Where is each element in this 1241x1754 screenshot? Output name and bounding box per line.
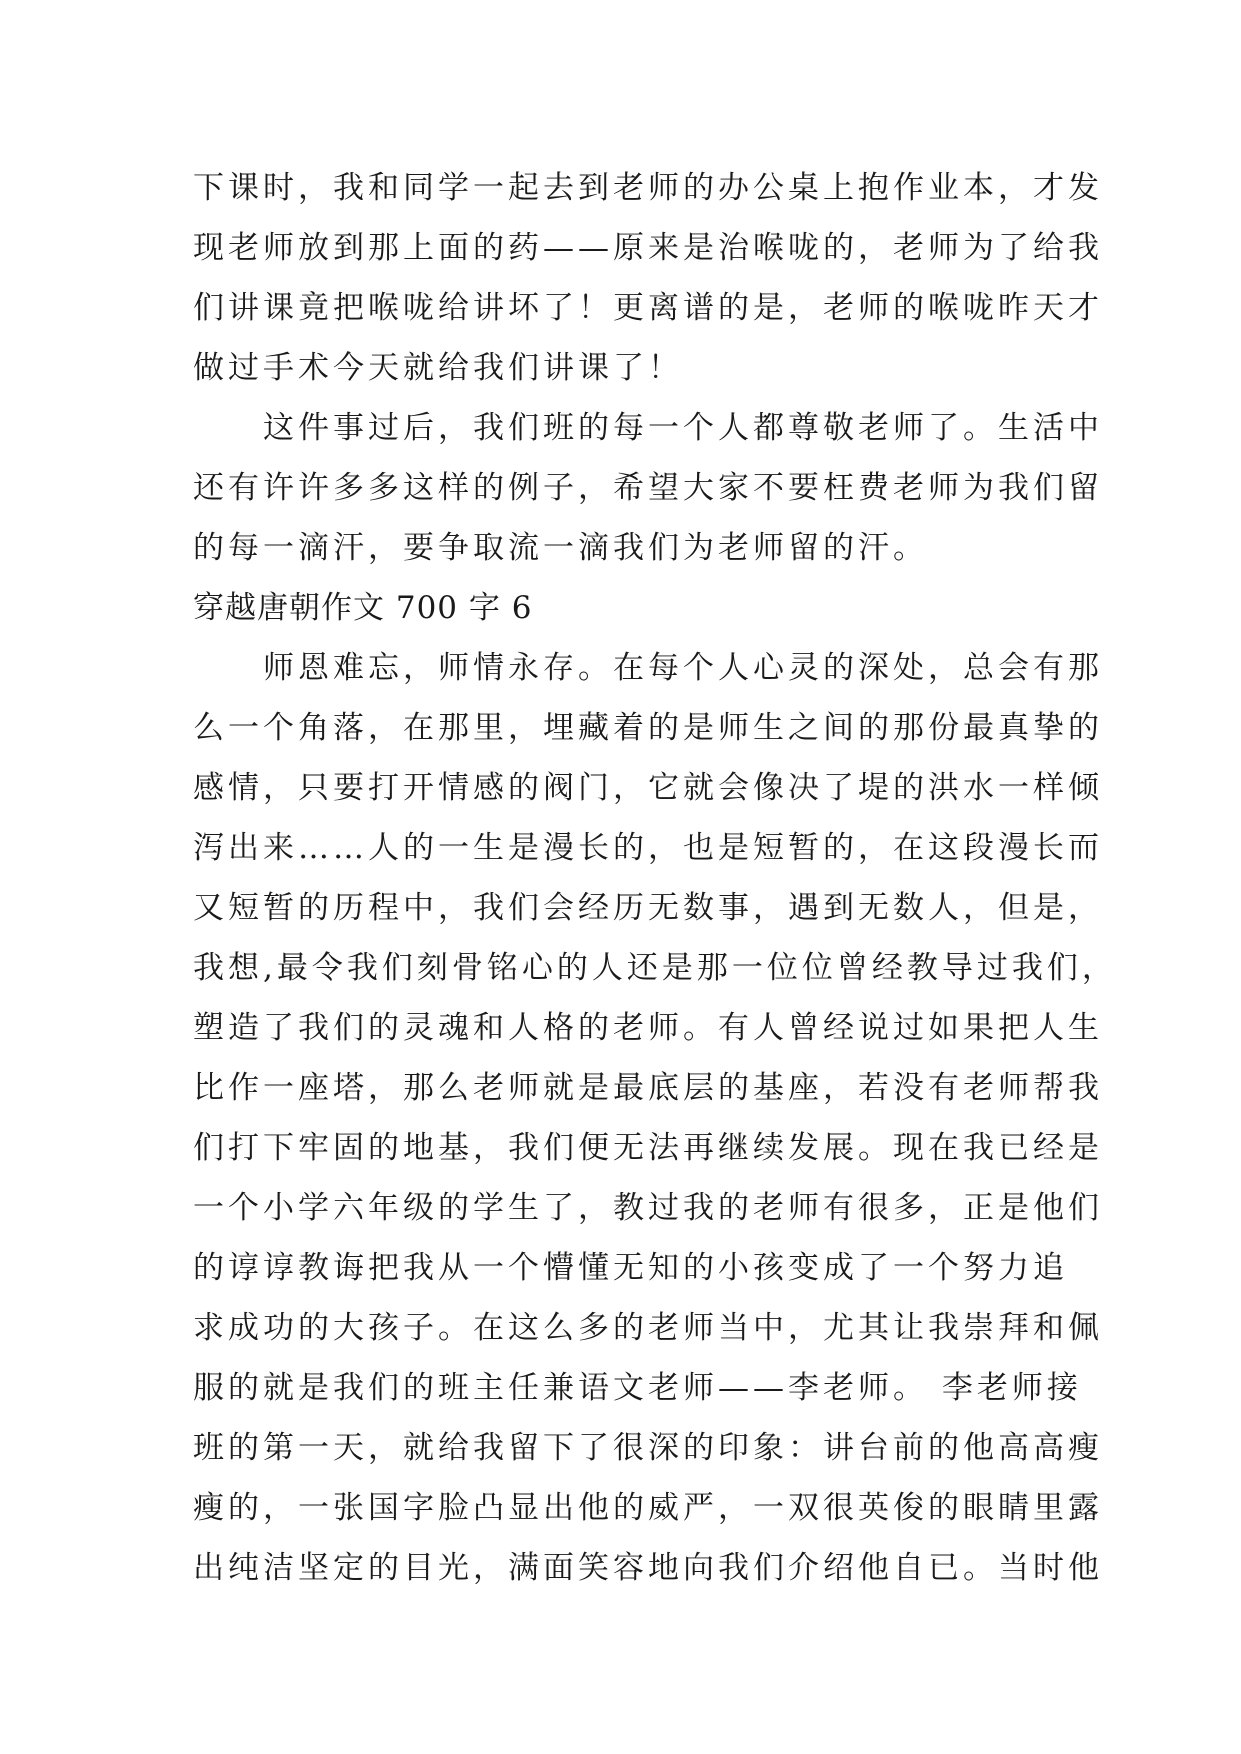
text-line: 求成功的大孩子。在这么多的老师当中，尤其让我崇拜和佩 <box>193 1310 1103 1346</box>
text-line: 还有许许多多这样的例子，希望大家不要枉费老师为我们留 <box>193 470 1103 506</box>
text-line: 瘦的，一张国字脸凸显出他的威严，一双很英俊的眼睛里露 <box>193 1490 1103 1526</box>
text-line: 班的第一天，就给我留下了很深的印象：讲台前的他高高瘦 <box>193 1430 1103 1466</box>
text-line: 一个小学六年级的学生了，教过我的老师有很多，正是他们 <box>193 1190 1103 1226</box>
text-line: 下课时，我和同学一起去到老师的办公桌上抱作业本，才发 <box>193 170 1103 206</box>
text-line: 服的就是我们的班主任兼语文老师——李老师。 李老师接 <box>193 1370 1082 1406</box>
text-line: 又短暂的历程中，我们会经历无数事，遇到无数人，但是， <box>193 890 1103 926</box>
text-line: 出纯洁坚定的目光，满面笑容地向我们介绍他自已。当时他 <box>193 1550 1103 1586</box>
text-line: 们讲课竟把喉咙给讲坏了！更离谱的是，老师的喉咙昨天才 <box>193 290 1103 326</box>
text-line: 感情，只要打开情感的阀门，它就会像决了堤的洪水一样倾 <box>193 770 1103 806</box>
text-line: 做过手术今天就给我们讲课了！ <box>193 350 683 386</box>
text-line: 现老师放到那上面的药——原来是治喉咙的，老师为了给我 <box>193 230 1103 266</box>
text-line: 的谆谆教诲把我从一个懵懂无知的小孩变成了一个努力追 <box>193 1250 1068 1286</box>
text-line: 的每一滴汗，要争取流一滴我们为老师留的汗。 <box>193 530 928 566</box>
text-line: 塑造了我们的灵魂和人格的老师。有人曾经说过如果把人生 <box>193 1010 1103 1046</box>
document-body <box>193 158 1117 1598</box>
text-line: 泻出来……人的一生是漫长的，也是短暂的，在这段漫长而 <box>193 830 1103 866</box>
text-line: 这件事过后，我们班的每一个人都尊敬老师了。生活中 <box>193 410 1103 446</box>
text-line: 师恩难忘，师情永存。在每个人心灵的深处，总会有那 <box>193 650 1103 686</box>
section-title: 穿越唐朝作文 700 字 6 <box>193 590 533 626</box>
text-line: 比作一座塔，那么老师就是最底层的基座，若没有老师帮我 <box>193 1070 1103 1106</box>
text-line: 我想,最令我们刻骨铭心的人还是那一位位曾经教导过我们， <box>193 950 1117 986</box>
text-line: 么一个角落，在那里，埋藏着的是师生之间的那份最真挚的 <box>193 710 1103 746</box>
text-line: 们打下牢固的地基，我们便无法再继续发展。现在我已经是 <box>193 1130 1103 1166</box>
